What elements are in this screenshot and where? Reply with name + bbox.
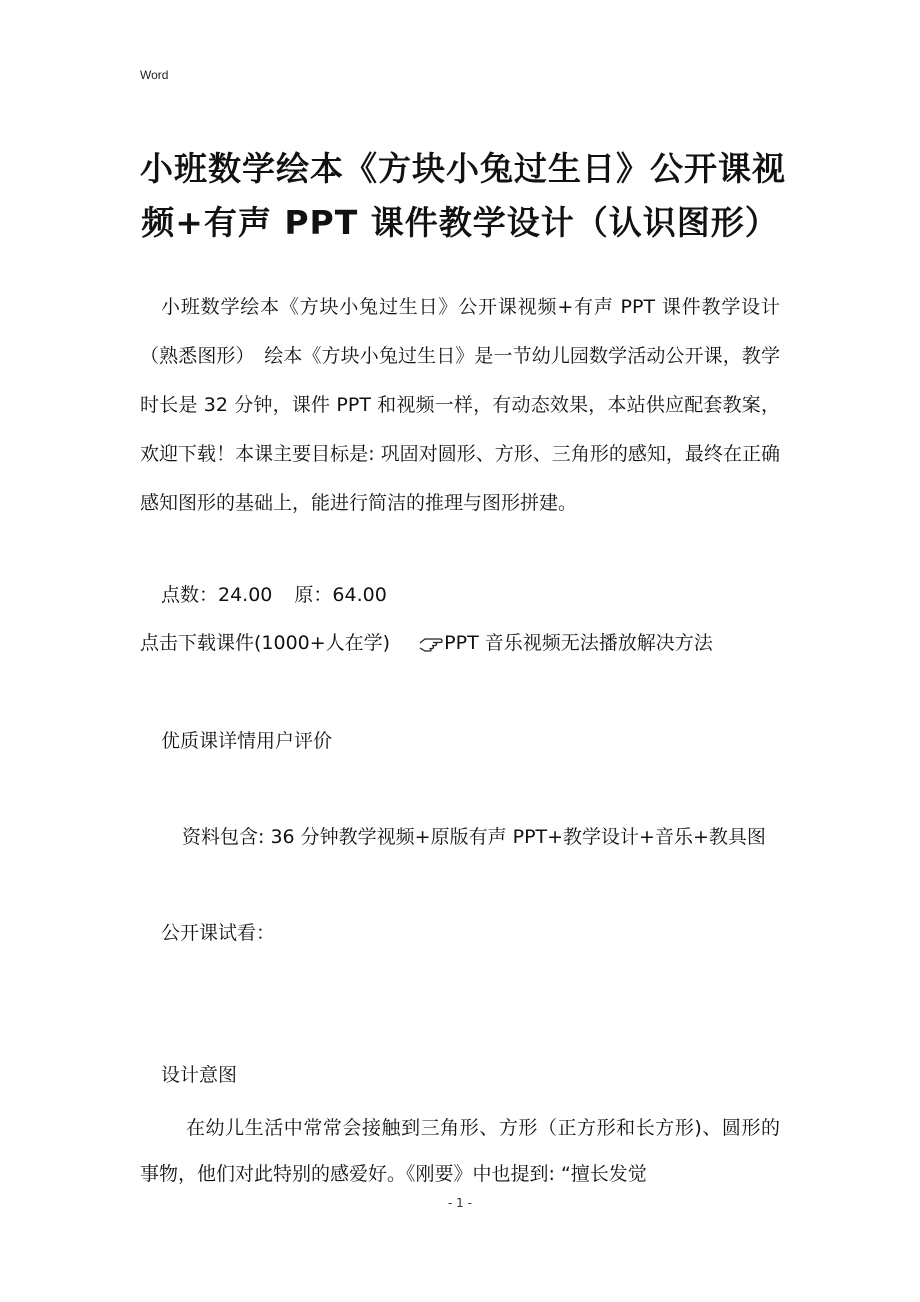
page-number: - 1 - — [448, 1196, 472, 1210]
design-heading: 设计意图 — [161, 1064, 238, 1086]
intro-paragraph: 小班数学绘本《方块小兔过生日》公开课视频+有声 PPT 课件教学设计（熟悉图形） 绘本《方块小兔过生日》是一节幼儿园数学活动公开课，教学时长是 32 分钟，课件 PPT 和视频一样，有动态效果，本站供应配套教案，欢迎下载！本课主要目标是: 巩固对圆形、方形、三角形的感知，最终在正确感知图形的基础上，能进行简洁的推理与图形拼建。 — [140, 296, 780, 514]
trial-heading: 公开课试看： — [161, 922, 276, 944]
playback-help-link[interactable]: PPT 音乐视频无法播放解决方法 — [444, 632, 713, 654]
title-line-2: 频+有声 PPT 课件教学设计（认识图形） — [141, 203, 779, 242]
points-value: 点数：24.00 — [161, 584, 273, 606]
pointing-hand-icon — [418, 632, 444, 652]
materials-paragraph: 资料包含: 36 分钟教学视频+原版有声 PPT+教学设计+音乐+教具图 — [182, 826, 766, 848]
download-link[interactable]: 点击下载课件(1000+人在学) — [140, 632, 391, 654]
score-line — [161, 580, 409, 607]
document-title — [140, 142, 786, 250]
original-price: 原：64.00 — [294, 584, 387, 606]
user-reviews-heading: 优质课详情用户评价 — [161, 730, 333, 752]
title-line-1: 小班数学绘本《方块小兔过生日》公开课视 — [140, 149, 786, 188]
download-line — [140, 628, 713, 655]
header-label: Word — [140, 68, 169, 82]
design-paragraph: 在幼儿生活中常常会接触到三角形、方形（正方形和长方形)、圆形的事物，他们对此特别的感爱好。《刚要》中也提到: “擅长发觉 — [140, 1117, 780, 1185]
